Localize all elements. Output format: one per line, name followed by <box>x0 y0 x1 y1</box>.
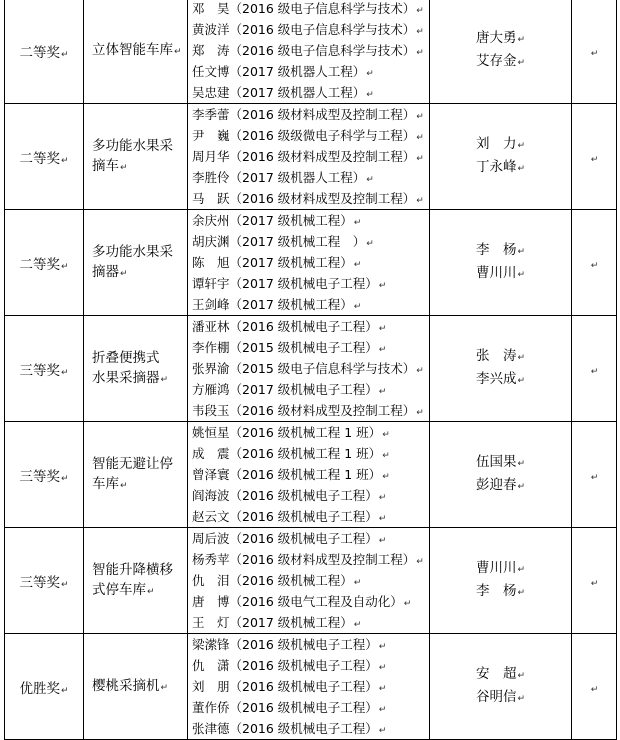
team-member <box>192 316 429 337</box>
advisors-cell <box>430 422 572 528</box>
return-mark: ↵ <box>353 620 362 630</box>
return-mark: ↵ <box>378 324 387 334</box>
return-mark: ↵ <box>160 682 169 693</box>
remark-cell <box>572 0 617 104</box>
return-mark: ↵ <box>517 564 526 575</box>
table-row <box>5 316 617 422</box>
team-member <box>192 443 429 464</box>
team-member <box>192 252 429 273</box>
return-mark: ↵ <box>378 705 387 715</box>
return-mark: ↵ <box>60 155 69 166</box>
team-member <box>192 422 429 443</box>
team-member-text: 仇 泪（2016 级机械工程） <box>192 573 353 588</box>
table-row <box>5 104 617 210</box>
team-member <box>192 146 429 167</box>
return-mark: ↵ <box>403 599 412 609</box>
return-mark: ↵ <box>378 345 387 355</box>
table-row <box>5 422 617 528</box>
return-mark: ↵ <box>517 693 526 704</box>
project-name: 立体智能车库 <box>92 41 173 58</box>
award-level: 三等奖 <box>19 362 60 379</box>
advisor-name <box>430 157 571 180</box>
return-mark: ↵ <box>366 69 374 79</box>
award-level-cell <box>5 210 84 316</box>
team-member <box>192 400 429 421</box>
team-member-text: 董作侨（2016 级机械电子工程） <box>192 700 378 715</box>
table-row <box>5 634 617 740</box>
team-member <box>192 231 429 252</box>
return-mark: ↵ <box>382 472 390 482</box>
team-member <box>192 655 429 676</box>
return-mark: ↵ <box>120 268 128 279</box>
remark-cell <box>572 316 617 422</box>
advisor-name-text: 艾存金 <box>475 52 517 69</box>
team-members-cell <box>188 528 430 634</box>
team-members-cell <box>188 634 430 740</box>
team-member <box>192 591 429 612</box>
return-mark: ↵ <box>174 46 182 57</box>
advisor-name <box>430 369 571 392</box>
team-member-text: 曾泽寰（2016 级机械工程 1 班） <box>192 467 382 482</box>
return-mark: ↵ <box>378 684 387 694</box>
team-member-text: 吴忠建（2017 级机器人工程） <box>192 85 366 100</box>
team-member-text: 赵云文（2016 级机械电子工程） <box>192 509 378 524</box>
remark-cell <box>572 104 617 210</box>
awards-table <box>4 0 617 740</box>
return-mark: ↵ <box>378 663 387 673</box>
team-member <box>192 676 429 697</box>
project-name: 多功能水果采 摘器 <box>92 243 173 280</box>
award-level-cell <box>5 634 84 740</box>
return-mark: ↵ <box>378 642 387 652</box>
project-name-cell <box>84 210 188 316</box>
team-member-text: 尹 巍（2016 级级微电子科学与工程） <box>192 128 416 143</box>
advisor-name-text: 唐大勇 <box>475 29 517 46</box>
advisor-name-text: 彭迎春 <box>475 476 517 493</box>
team-member-text: 任文博（2017 级机器人工程） <box>192 64 366 79</box>
team-member-text: 韦段玉（2016 级材料成型及控制工程） <box>192 403 416 418</box>
return-mark: ↵ <box>517 140 526 151</box>
return-mark: ↵ <box>60 49 69 60</box>
return-mark: ↵ <box>353 578 362 588</box>
advisor-name <box>430 51 571 74</box>
team-members-cell <box>188 316 430 422</box>
award-level: 二等奖 <box>19 256 60 273</box>
advisor-name <box>430 581 571 604</box>
team-member <box>192 210 429 231</box>
return-mark: ↵ <box>517 163 526 174</box>
return-mark: ↵ <box>590 49 599 59</box>
project-name: 智能升降横移 式停车库 <box>92 561 173 598</box>
advisor-name-text: 丁永峰 <box>475 158 517 175</box>
return-mark: ↵ <box>416 557 424 567</box>
team-member <box>192 697 429 718</box>
return-mark: ↵ <box>590 261 599 271</box>
team-member <box>192 634 429 655</box>
team-member <box>192 82 429 103</box>
team-member <box>192 294 429 315</box>
team-member <box>192 125 429 146</box>
advisor-name <box>430 263 571 286</box>
return-mark: ↵ <box>590 155 599 165</box>
return-mark: ↵ <box>382 451 390 461</box>
return-mark: ↵ <box>517 375 526 386</box>
award-level-cell <box>5 104 84 210</box>
advisor-name-text: 曹川川 <box>475 264 517 281</box>
team-member-text: 李季蕾（2016 级材料成型及控制工程） <box>192 107 416 122</box>
return-mark: ↵ <box>366 175 374 185</box>
team-member-text: 余庆州（2017 级机械工程） <box>192 213 353 228</box>
team-member <box>192 528 429 549</box>
return-mark: ↵ <box>416 27 424 37</box>
return-mark: ↵ <box>60 367 69 378</box>
project-name-cell <box>84 0 188 104</box>
award-level-cell <box>5 528 84 634</box>
return-mark: ↵ <box>416 112 424 122</box>
advisors-cell <box>430 0 572 104</box>
advisor-name-text: 刘 力 <box>475 135 517 152</box>
team-member <box>192 273 429 294</box>
project-name: 折叠便携式 水果采摘器 <box>92 349 160 386</box>
advisor-name <box>430 240 571 263</box>
return-mark: ↵ <box>378 514 387 524</box>
advisor-name <box>430 475 571 498</box>
award-level: 二等奖 <box>19 44 60 61</box>
team-member-text: 唐 博（2016 级电气工程及自动化） <box>192 594 403 609</box>
team-members-cell <box>188 104 430 210</box>
team-member <box>192 19 429 40</box>
team-member-text: 张津德（2016 级机械电子工程） <box>192 721 378 736</box>
team-member <box>192 379 429 400</box>
return-mark: ↵ <box>416 6 424 16</box>
return-mark: ↵ <box>416 133 424 143</box>
award-level-cell <box>5 316 84 422</box>
project-name-cell <box>84 104 188 210</box>
remark-cell <box>572 634 617 740</box>
team-members-cell <box>188 0 430 104</box>
return-mark: ↵ <box>378 493 387 503</box>
team-member <box>192 61 429 82</box>
award-level-cell <box>5 422 84 528</box>
team-member <box>192 549 429 570</box>
return-mark: ↵ <box>517 246 526 257</box>
table-row <box>5 0 617 104</box>
team-member <box>192 0 429 19</box>
advisor-name <box>430 664 571 687</box>
return-mark: ↵ <box>378 281 387 291</box>
advisors-cell <box>430 528 572 634</box>
team-member <box>192 506 429 527</box>
return-mark: ↵ <box>160 374 169 385</box>
return-mark: ↵ <box>517 57 526 68</box>
advisor-name-text: 张 涛 <box>475 347 517 364</box>
team-member-text: 潘亚林（2016 级机械电子工程） <box>192 319 378 334</box>
project-name-cell <box>84 422 188 528</box>
advisors-cell <box>430 210 572 316</box>
team-member-text: 仇 潇（2016 级机械电子工程） <box>192 658 378 673</box>
award-level: 三等奖 <box>19 574 60 591</box>
return-mark: ↵ <box>590 579 599 589</box>
advisor-name <box>430 452 571 475</box>
advisor-name <box>430 28 571 51</box>
team-member <box>192 612 429 633</box>
team-member-text: 马 跃（2016 级材料成型及控制工程） <box>192 191 416 206</box>
return-mark: ↵ <box>120 480 128 491</box>
return-mark: ↵ <box>517 269 526 280</box>
return-mark: ↵ <box>416 408 424 418</box>
team-member-text: 张界渝（2015 级电子信息科学与技术） <box>192 361 416 376</box>
team-member <box>192 337 429 358</box>
return-mark: ↵ <box>353 260 362 270</box>
team-member-text: 杨秀苹（2016 级材料成型及控制工程） <box>192 552 416 567</box>
award-level: 二等奖 <box>19 150 60 167</box>
awards-table-body <box>5 0 617 740</box>
advisor-name-text: 安 超 <box>475 665 517 682</box>
advisors-cell <box>430 634 572 740</box>
return-mark: ↵ <box>378 726 387 736</box>
advisor-name <box>430 687 571 710</box>
return-mark: ↵ <box>60 473 69 484</box>
remark-cell <box>572 528 617 634</box>
return-mark: ↵ <box>366 90 374 100</box>
return-mark: ↵ <box>378 536 387 546</box>
return-mark: ↵ <box>353 218 362 228</box>
return-mark: ↵ <box>353 302 362 312</box>
team-member <box>192 188 429 209</box>
return-mark: ↵ <box>120 162 128 173</box>
table-row <box>5 210 617 316</box>
project-name-cell <box>84 528 188 634</box>
team-member-text: 李胜伶（2017 级机器人工程） <box>192 170 366 185</box>
advisor-name-text: 曹川川 <box>475 559 517 576</box>
return-mark: ↵ <box>517 481 526 492</box>
team-member-text: 方雁鸿（2017 级机械电子工程） <box>192 382 378 397</box>
team-member-text: 黄波洋（2016 级电子信息科学与技术） <box>192 22 416 37</box>
advisor-name <box>430 346 571 369</box>
return-mark: ↵ <box>416 196 424 206</box>
team-member-text: 姚恒星（2016 级机械工程 1 班） <box>192 425 382 440</box>
team-member-text: 李作棚（2015 级机械电子工程） <box>192 340 378 355</box>
team-member <box>192 464 429 485</box>
team-member-text: 郑 涛（2016 级电子信息科学与技术） <box>192 43 416 58</box>
project-name-cell <box>84 634 188 740</box>
return-mark: ↵ <box>517 352 526 363</box>
award-level-cell <box>5 0 84 104</box>
team-member <box>192 485 429 506</box>
team-members-cell <box>188 210 430 316</box>
return-mark: ↵ <box>416 48 424 58</box>
project-name-cell <box>84 316 188 422</box>
return-mark: ↵ <box>590 367 599 377</box>
team-member-text: 陈 旭（2017 级机械工程） <box>192 255 353 270</box>
advisor-name-text: 李 杨 <box>475 241 517 258</box>
return-mark: ↵ <box>517 670 526 681</box>
team-member-text: 梁潆锋（2016 级机械电子工程） <box>192 637 378 652</box>
remark-cell <box>572 422 617 528</box>
team-members-cell <box>188 422 430 528</box>
advisor-name-text: 谷明信 <box>475 688 517 705</box>
return-mark: ↵ <box>416 154 424 164</box>
table-row <box>5 528 617 634</box>
return-mark: ↵ <box>382 430 390 440</box>
team-member <box>192 570 429 591</box>
team-member <box>192 167 429 188</box>
project-name: 樱桃采摘机 <box>92 677 160 694</box>
team-member-text: 王剑峰（2017 级机械工程） <box>192 297 353 312</box>
return-mark: ↵ <box>590 685 599 695</box>
return-mark: ↵ <box>517 587 526 598</box>
return-mark: ↵ <box>517 34 526 45</box>
return-mark: ↵ <box>60 685 69 696</box>
advisor-name-text: 伍国果 <box>475 453 517 470</box>
project-name: 多功能水果采 摘车 <box>92 137 173 174</box>
return-mark: ↵ <box>147 586 155 597</box>
return-mark: ↵ <box>60 579 69 590</box>
team-member <box>192 40 429 61</box>
team-member-text: 周后波（2016 级机械电子工程） <box>192 531 378 546</box>
return-mark: ↵ <box>378 387 387 397</box>
team-member-text: 成 震（2016 级机械工程 1 班） <box>192 446 382 461</box>
advisor-name-text: 李兴成 <box>475 370 517 387</box>
award-level: 三等奖 <box>19 468 60 485</box>
advisor-name <box>430 558 571 581</box>
team-member-text: 谭轩宇（2017 级机械电子工程） <box>192 276 378 291</box>
return-mark: ↵ <box>366 239 374 249</box>
advisors-cell <box>430 316 572 422</box>
advisor-name <box>430 134 571 157</box>
return-mark: ↵ <box>517 458 526 469</box>
project-name: 智能无避让停 车库 <box>92 455 173 492</box>
team-member-text: 胡庆渊（2017 级机械工程 ） <box>192 234 366 249</box>
team-member-text: 周月华（2016 级材料成型及控制工程） <box>192 149 416 164</box>
team-member <box>192 104 429 125</box>
return-mark: ↵ <box>416 366 424 376</box>
team-member-text: 刘 朋（2016 级机械电子工程） <box>192 679 378 694</box>
advisors-cell <box>430 104 572 210</box>
team-member-text: 王 灯（2017 级机械工程） <box>192 615 353 630</box>
team-member-text: 邓 昊（2016 级电子信息科学与技术） <box>192 1 416 16</box>
team-member <box>192 358 429 379</box>
team-member-text: 阎海波（2016 级机械电子工程） <box>192 488 378 503</box>
return-mark: ↵ <box>60 261 69 272</box>
remark-cell <box>572 210 617 316</box>
advisor-name-text: 李 杨 <box>475 582 517 599</box>
return-mark: ↵ <box>590 473 599 483</box>
award-level: 优胜奖 <box>19 680 60 697</box>
